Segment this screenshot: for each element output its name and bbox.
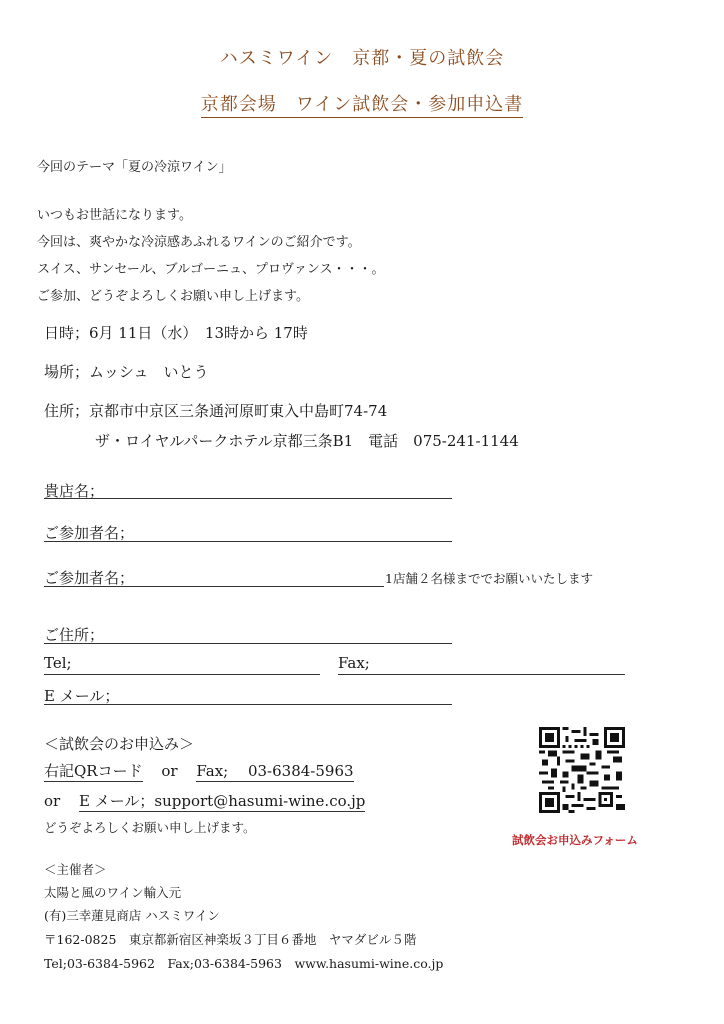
participant2-field[interactable] (44, 586, 384, 587)
or-text: or (44, 792, 61, 810)
participant1-label: ご参加者名； (44, 524, 135, 542)
organizer-contact: Tel;03-6384-5962 Fax;03-6384-5963 www.hasumi-wine.co.jp (44, 956, 444, 971)
shop-name-field[interactable] (44, 498, 452, 499)
qr-caption: 試飲会お申込みフォーム (512, 833, 638, 847)
closing-text: どうぞよろしくお願い申し上げます。 (44, 820, 256, 835)
apply-line-2 (44, 790, 365, 811)
event-place: 場所；ムッシュ いとう (44, 363, 209, 381)
email-apply-link[interactable]: E メール；support@hasumi-wine.co.jp (78, 792, 366, 810)
fax-label: Fax; (338, 654, 370, 672)
organizer-line: 太陽と風のワイン輸入元 (44, 885, 182, 900)
organizer-company: (有)三幸蓮見商店 ハスミワイン (44, 908, 220, 923)
apply-line-1 (44, 760, 354, 781)
address-label: ご住所； (44, 626, 105, 644)
fax-apply-link[interactable]: Fax; 03-6384-5963 (196, 762, 354, 780)
intro-line: 今回は、爽やかな冷涼感あふれるワインのご紹介です。 (37, 235, 361, 250)
tel-label: Tel; (44, 654, 72, 672)
qr-code-image[interactable] (539, 727, 625, 813)
tel-field[interactable] (44, 674, 320, 675)
subtitle-text: 京都会場 ワイン試飲会・参加申込書 (201, 94, 523, 118)
intro-line: ご参加、どうぞよろしくお願い申し上げます。 (37, 289, 309, 304)
page-subtitle (0, 90, 724, 116)
shop-name-label: 貴店名； (44, 482, 105, 500)
organizer-address: 〒162-0825 東京都新宿区神楽坂３丁目６番地 ヤマダビル５階 (44, 932, 417, 947)
theme-text: 今回のテーマ「夏の冷涼ワイン」 (37, 160, 232, 175)
intro-line: いつもお世話になります。 (37, 208, 192, 223)
participant-limit-note: 1店舗２名様まででお願いいたします (385, 571, 593, 586)
qr-code-link[interactable]: 右記QRコード (44, 762, 143, 780)
intro-paragraph (37, 202, 385, 310)
address-field[interactable] (44, 643, 452, 644)
email-label: E メール； (44, 687, 120, 705)
fax-field[interactable] (338, 674, 625, 675)
participant1-field[interactable] (44, 541, 452, 542)
apply-heading: ＜試飲会のお申込み＞ (44, 735, 195, 753)
email-field[interactable] (44, 704, 452, 705)
or-text: or (161, 762, 178, 780)
organizer-heading: ＜主催者＞ (44, 862, 107, 877)
participant2-label: ご参加者名； (44, 569, 135, 587)
event-address-hotel: ザ・ロイヤルパークホテル京都三条B1 電話 075-241-1144 (95, 432, 519, 450)
intro-line: スイス、サンセール、ブルゴーニュ、プロヴァンス・・・。 (37, 262, 385, 277)
event-datetime: 日時；6月 11日（水） 13時から 17時 (44, 324, 308, 342)
page-title: ハスミワイン 京都・夏の試飲会 (219, 48, 505, 69)
event-address: 住所；京都市中京区三条通河原町東入中島町74-74 (44, 402, 388, 420)
